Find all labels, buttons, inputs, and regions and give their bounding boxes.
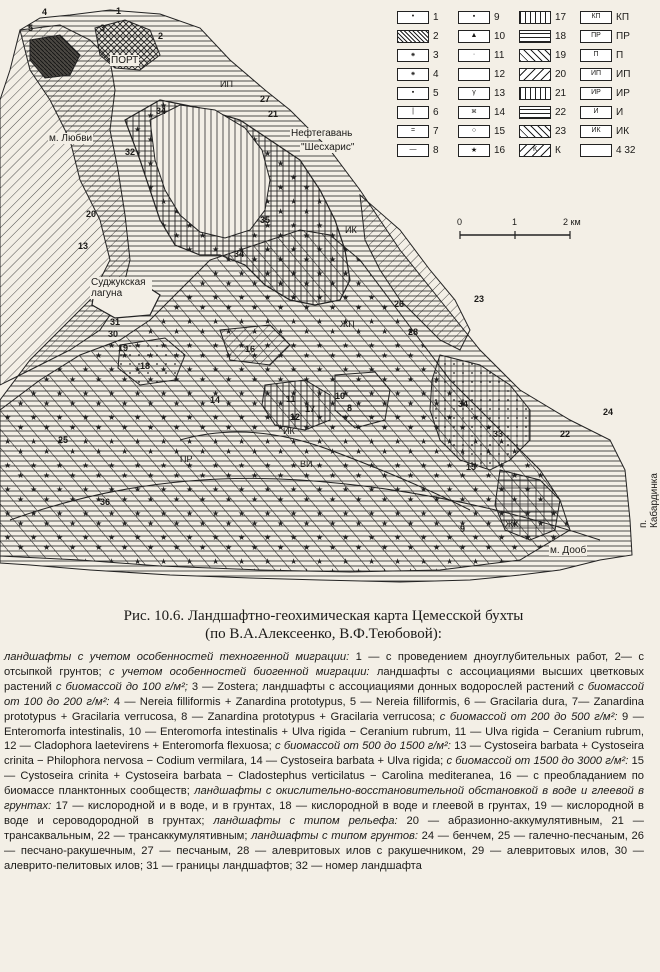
legend-item — [580, 86, 640, 102]
zone-number: 30 — [108, 329, 119, 339]
legend-number: 14 — [494, 107, 506, 118]
legend-swatch — [519, 11, 551, 24]
legend-number: 21 — [555, 88, 567, 99]
place-sheskharis: "Шесхарис" — [301, 142, 355, 153]
legend-number: 13 — [494, 88, 506, 99]
legend-swatch-symbol: • — [411, 13, 415, 20]
legend-swatch-symbol: ПР — [591, 32, 601, 39]
zone-number: 34 — [156, 106, 167, 116]
legend-number: 9 — [494, 12, 500, 23]
legend-swatch — [397, 144, 429, 157]
legend-item — [519, 143, 579, 159]
legend-swatch — [458, 106, 490, 119]
legend-swatch — [397, 125, 429, 138]
legend-item — [580, 143, 640, 159]
caption-heading-run: с биомассой от 1500 до 3000 г/м²: — [446, 755, 629, 768]
legend-item — [397, 29, 457, 45]
legend-swatch-symbol: ⁕ — [410, 52, 416, 59]
zone-code: ЖК — [505, 519, 519, 529]
place-cape-lyubvi: м. Любви — [49, 133, 93, 144]
legend-swatch-symbol: ▪ — [472, 13, 476, 20]
legend-swatch-symbol: ж — [471, 108, 477, 115]
legend-swatch-symbol: = — [410, 127, 416, 134]
legend-swatch-symbol: КП — [591, 13, 601, 20]
legend-swatch-symbol: ⁕ — [410, 71, 416, 78]
legend-number: 20 — [555, 69, 567, 80]
legend-swatch — [397, 11, 429, 24]
zone-code: ИП — [220, 79, 233, 89]
caption-heading-run: с биомассой до 100 г/м²; — [55, 680, 188, 693]
legend-item — [397, 124, 457, 140]
legend-swatch — [458, 144, 490, 157]
legend-item — [580, 124, 640, 140]
zone-number: 25 — [58, 435, 69, 445]
legend-swatch-symbol: ИП — [590, 70, 602, 77]
scale-zero: 0 — [457, 217, 463, 227]
legend-number: ИК — [616, 126, 630, 137]
caption-text-run: 3 — Zostera; ландшафты с ассоциациями донных водорослей растений — [187, 680, 579, 693]
legend-swatch-symbol: ★ — [470, 147, 478, 154]
legend-swatch — [580, 49, 612, 62]
legend-number: 10 — [494, 31, 506, 42]
zone-number: 19 — [118, 343, 129, 353]
caption-text-run: 20 — абразионно-аккумулятивным, 21 — трансаквальным, 22 — трансаккумулятивным; — [4, 814, 644, 842]
legend-number: КП — [616, 12, 630, 23]
zone-number: 15 — [466, 462, 477, 472]
zone-number: 18 — [140, 361, 151, 371]
legend-number: 22 — [555, 107, 567, 118]
legend-number: П — [616, 50, 624, 61]
legend-swatch — [580, 87, 612, 100]
legend-item — [397, 143, 457, 159]
caption-heading-run: ландшафты с типом рельефа: — [213, 814, 398, 827]
legend-swatch — [458, 11, 490, 24]
legend-swatch — [580, 125, 612, 138]
legend-item — [580, 105, 640, 121]
zone-number: 34 — [458, 399, 469, 409]
zone-number: 13 — [78, 241, 89, 251]
caption-text-run: ландшафты с ассоциациями высших цветковых растений — [4, 665, 644, 693]
legend-swatch — [397, 87, 429, 100]
legend-swatch-symbol: | — [412, 108, 414, 115]
legend-number: 2 — [433, 31, 439, 42]
legend-swatch — [458, 49, 490, 62]
zone-number: 27 — [260, 94, 271, 104]
legend-swatch-symbol: ▲ — [470, 32, 478, 39]
zone-number: 26 — [394, 299, 405, 309]
zone-number: 32 — [125, 147, 136, 157]
legend-item — [580, 29, 640, 45]
legend-swatch-symbol: ИР — [591, 89, 601, 96]
legend-swatch-symbol: ▪ — [411, 89, 415, 96]
legend-number: 23 — [555, 126, 567, 137]
zone-number: 17 — [305, 404, 316, 414]
legend-swatch-symbol: ○ — [471, 127, 477, 134]
zone-number: 21 — [268, 109, 279, 119]
legend-number: 17 — [555, 12, 567, 23]
place-cape-doob: м. Дооб — [550, 545, 587, 556]
map-legend — [397, 10, 637, 170]
legend-number: 12 — [494, 69, 506, 80]
legend-item — [397, 105, 457, 121]
legend-swatch — [397, 49, 429, 62]
legend-number: 11 — [494, 50, 505, 61]
zone-number: 14 — [210, 395, 221, 405]
zone-code: ПР — [180, 454, 193, 464]
legend-item — [580, 67, 640, 83]
caption-text-run: 9 — Enteromorfa intestinalis, 10 — Enteromorfa intestinalis + Ulva rigida − Ceranium rubrum, 11 — Ulva rigida − Ceranium rubrum, 12 — Cladophora laetevirens + Enteromorfa flexuosa; — [4, 710, 644, 753]
zone-number: 23 — [474, 294, 485, 304]
caption-text-run: 1 — с проведением дноуглубительных работ, 2— с отсыпкой грунтов; — [4, 651, 644, 678]
zone-number: 12 — [290, 412, 301, 422]
legend-item — [458, 67, 518, 83]
zone-code: ИК — [283, 426, 295, 436]
legend-item — [458, 143, 518, 159]
legend-swatch — [458, 125, 490, 138]
zone-number: 5 — [28, 23, 34, 33]
legend-item — [519, 29, 579, 45]
zone-number: 3 — [100, 23, 106, 33]
legend-number: 4 32 — [616, 145, 636, 156]
zone-number: 2 — [158, 31, 164, 41]
legend-item — [519, 48, 579, 64]
place-neftegavan: Нефтегавань — [291, 128, 353, 139]
scale-two: 2 км — [563, 217, 581, 227]
legend-number: 4 — [433, 69, 439, 80]
legend-item — [519, 67, 579, 83]
zone-number: 24 — [603, 407, 614, 417]
zone-number: 10 — [335, 391, 346, 401]
legend-item — [458, 124, 518, 140]
caption-text-run: 13 — Cystoseira barbata + Cystoseira crinita − Philophora nervosa − Codium vermilara, 14 — Cystoseira barbata + Ulva rigida; — [4, 740, 644, 768]
caption-heading-run: ландшафты с типом грунтов: — [251, 829, 419, 842]
zone-number: 31 — [110, 317, 121, 327]
zone-number: 16 — [245, 344, 256, 354]
zone-number: 20 — [86, 209, 97, 219]
legend-swatch — [519, 30, 551, 43]
legend-number: 5 — [433, 88, 439, 99]
caption-text-run: 15 — Cystoseira crinita + Cystoseira barbata − Cladostephus verticilatus − Carolina mediteranea, 16 — с преобладанием по биомассе планктонных сообществ; — [4, 755, 645, 798]
caption-text-run: 24 — бенчем, 25 — галечно-песчаным, 26 — песчано-ракушечным, 27 — песчаным, 28 — алевритовых илов с ракушечником, 29 — алевритовых илов, 30 — алеврито-пелитовых илов; 31 — границы ландшафтов; 32 — номер ландшафта — [4, 829, 644, 872]
legend-item — [519, 124, 579, 140]
legend-number: ИР — [616, 88, 630, 99]
place-port: ПОРТ — [111, 55, 139, 66]
zone-number: 33 — [493, 429, 504, 439]
legend-swatch — [580, 106, 612, 119]
legend-number: К — [555, 145, 561, 156]
place-kabardinka: п. Кабардинка — [638, 473, 660, 528]
zone-number: 1 — [116, 6, 122, 16]
legend-item — [580, 10, 640, 26]
legend-swatch — [519, 87, 551, 100]
legend-item — [519, 86, 579, 102]
legend-swatch-symbol: И — [593, 108, 599, 115]
legend-swatch — [458, 87, 490, 100]
legend-swatch — [397, 106, 429, 119]
zone-number: 22 — [560, 429, 571, 439]
legend-swatch-symbol: — — [409, 146, 417, 153]
caption-text-run: 4 — Nereia filliformis + Zanardina prototypus, 5 — Nereia filliformis, 6 — Gracilaria dura, 7— Zanardina prototypus + Gracilaria verrucosa, 8 — Zanardina prototypus + Gracilaria verrucosa; — [4, 695, 645, 723]
place-sudzhuk-lagoon: Суджукская лагуна — [90, 277, 152, 299]
legend-swatch — [580, 11, 612, 24]
caption-title-2: (по В.А.Алексеенко, В.Ф.Теюбовой): — [205, 626, 442, 642]
legend-swatch — [519, 49, 551, 62]
legend-swatch — [519, 125, 551, 138]
zone-code: ВИ — [300, 459, 313, 469]
legend-number: 7 — [433, 126, 439, 137]
legend-number: И — [616, 107, 624, 118]
legend-item — [397, 67, 457, 83]
zone-code: ЖП — [340, 319, 355, 329]
zone-number: 8 — [347, 403, 353, 413]
caption-text-run: 17 — кислородной и в воде, и в грунтах, 18 — кислородной в воде и глеевой в грунтах, 19 — кислородной в воде и сероводородной в грунтах; — [4, 800, 644, 827]
legend-item — [458, 86, 518, 102]
legend-swatch-symbol: ИК — [591, 127, 601, 134]
legend-number: 8 — [433, 145, 439, 156]
legend-swatch — [519, 68, 551, 81]
legend-number: 18 — [555, 31, 567, 42]
legend-swatch — [397, 68, 429, 81]
zone-number: 9 — [460, 524, 466, 534]
zone-number: 28 — [408, 327, 419, 337]
legend-number: ПР — [616, 31, 630, 42]
legend-swatch-symbol: К — [532, 146, 538, 153]
caption-heading-run: ландшафты с учетом особенностей техногенной миграции: — [4, 651, 350, 663]
legend-item — [397, 48, 457, 64]
legend-number: 19 — [555, 50, 567, 61]
legend-swatch-symbol: γ — [472, 89, 476, 96]
legend-item — [397, 10, 457, 26]
legend-item — [519, 105, 579, 121]
legend-number: 6 — [433, 107, 439, 118]
legend-swatch — [519, 106, 551, 119]
legend-swatch-symbol: · — [472, 51, 476, 58]
legend-item — [458, 10, 518, 26]
caption-heading-run: ландшафты с окислительно-восстановительной обстановкой в воде и глеевой в грунтах: — [4, 785, 644, 813]
zone-code: ИК — [345, 225, 357, 235]
legend-number: 16 — [494, 145, 506, 156]
legend-swatch — [397, 30, 429, 43]
legend-item — [458, 48, 518, 64]
legend-swatch — [580, 68, 612, 81]
legend-item — [397, 86, 457, 102]
caption-heading-run: с учетом особенностей биогенной миграции: — [108, 665, 370, 678]
legend-item — [519, 10, 579, 26]
legend-item — [458, 105, 518, 121]
legend-number: 1 — [433, 12, 439, 23]
scale-bar — [455, 218, 595, 244]
figure-caption — [0, 607, 647, 643]
caption-heading-run: с биомассой от 500 до 1500 г/м²: — [275, 740, 451, 753]
legend-swatch — [458, 68, 490, 81]
caption-heading-run: с биомассой от 200 до 500 г/м²: — [439, 710, 618, 723]
caption-heading-run: с биомассой от 100 до 200 г/м²: — [4, 680, 644, 708]
legend-item — [458, 29, 518, 45]
zone-number: 35 — [260, 215, 271, 225]
legend-number: 3 — [433, 50, 439, 61]
legend-swatch — [458, 30, 490, 43]
legend-item — [580, 48, 640, 64]
zone-number: 34 — [234, 249, 245, 259]
zone-number: 11 — [286, 394, 296, 404]
caption-body — [4, 650, 644, 874]
legend-swatch — [580, 30, 612, 43]
legend-swatch-symbol: П — [593, 51, 599, 58]
legend-number: ИП — [616, 69, 631, 80]
caption-title-1: Рис. 10.6. Ландшафтно-геохимическая карта Цемесской бухты — [123, 608, 524, 624]
zone-number: 36 — [100, 497, 111, 507]
legend-swatch — [580, 144, 612, 157]
zone-number: 4 — [42, 7, 48, 17]
legend-swatch — [519, 144, 551, 157]
scale-one: 1 — [512, 217, 518, 227]
legend-number: 15 — [494, 126, 506, 137]
